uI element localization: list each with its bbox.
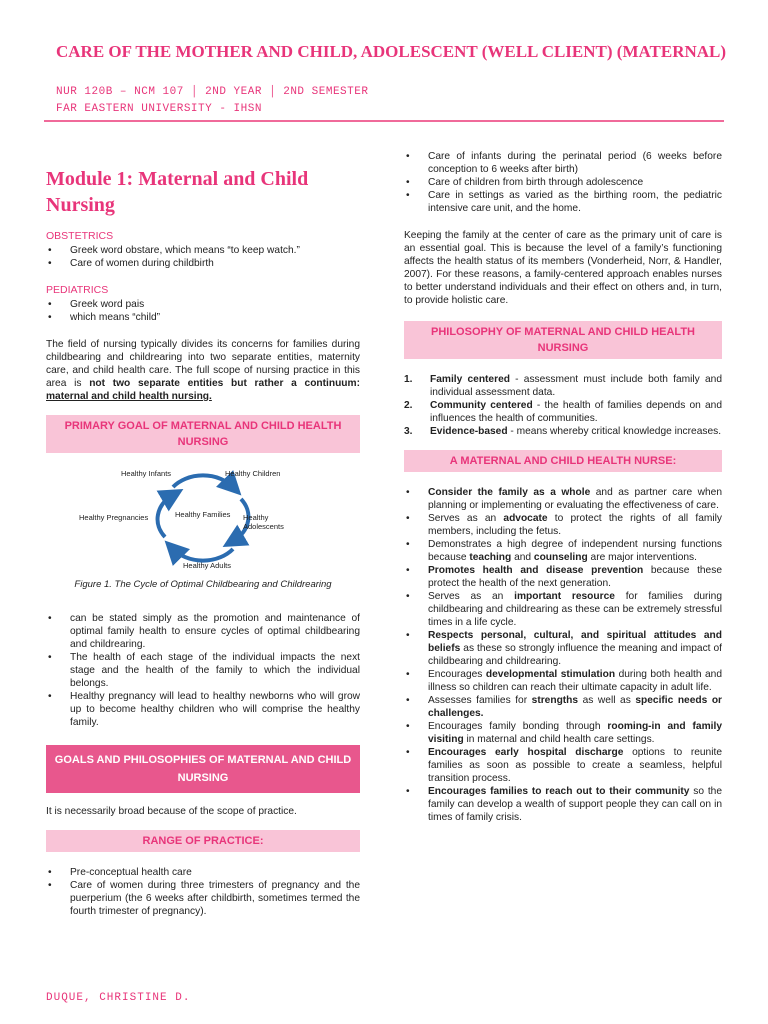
item-bold: Respects personal, cultural, and spiritual attitudes and beliefs (428, 630, 722, 654)
item-desc: - means whereby critical knowledge increases. (507, 426, 722, 437)
footer-author: DUQUE, CHRISTINE D. (46, 992, 191, 1004)
intro-underline: maternal and child health nursing. (46, 391, 212, 402)
item-text: for families during childbearing and childrearing as these can be extremely stressful times in a life cycle. (428, 591, 723, 628)
item-text: and (511, 552, 534, 563)
list-item: • Care in settings as varied as the birthing room, the pediatric intensive care unit, and the home. (404, 189, 722, 215)
item-text: are major interventions. (587, 552, 697, 563)
right-column (404, 150, 722, 824)
list-item (404, 694, 722, 720)
list-item: • can be stated simply as the promotion and maintenance of optimal family health to ensure cycles of optimal childbearing and childrearing. (46, 612, 360, 651)
item-text: Demonstrates a high degree of independent nursing functions because (428, 539, 722, 563)
intro-paragraph (46, 338, 360, 403)
list-item (404, 538, 722, 564)
range-heading: RANGE OF PRACTICE: (46, 830, 360, 852)
obstetrics-label: OBSTETRICS (46, 230, 114, 242)
item-bold: developmental stimulation (485, 669, 616, 680)
item-bold: Consider the family as a whole (428, 487, 591, 498)
list-item: • Greek word obstare, which means “to keep watch.” (46, 244, 360, 257)
pediatrics-label: PEDIATRICS (46, 284, 109, 296)
nurse-list (404, 486, 722, 824)
list-item (404, 486, 722, 512)
item-text: during both health and illness so children can reach their ultimate capacity in adult life. (428, 669, 723, 693)
figure-label-infants: Healthy Infants (121, 469, 172, 478)
item-bold: Encourages early hospital discharge (428, 747, 624, 758)
list-item: • Care of women during childbirth (46, 257, 360, 270)
course-info: NUR 120B – NCM 107 │ 2ND YEAR │ 2ND SEMESTER (56, 86, 369, 98)
item-bold: advocate (503, 513, 548, 524)
document-title: CARE OF THE MOTHER AND CHILD, ADOLESCENT (WELL CLIENT) (MATERNAL) (56, 42, 727, 61)
item-number: 2. (404, 400, 413, 411)
left-column (46, 150, 360, 918)
item-text: in maternal and child health care settings. (463, 734, 655, 745)
item-text: and as partner care when planning or implementing or evaluating the effectiveness of care. (428, 487, 722, 511)
intro-bold: not two separate entities but rather a continuum: (89, 378, 360, 389)
item-term: Family centered (430, 374, 510, 385)
item-term: Community centered (430, 400, 533, 411)
item-bold: strengths (531, 695, 579, 706)
item-bold: Encourages families to reach out to their community (428, 786, 690, 797)
list-item: • The health of each stage of the individual impacts the next stage and the health of the family to which the individual belongs. (46, 651, 360, 690)
list-item: • Care of women during three trimesters of pregnancy and the puerperium (the 6 weeks after childbirth, sometimes termed the fourth trimester of pregnancy). (46, 879, 360, 918)
list-item (404, 785, 722, 824)
intro-text: The field of nursing typically divides its concerns for families during childbearing and childrearing into two separate entities, maternity care, and child health care. The full scope of nursing practice in this area is (46, 339, 360, 389)
item-bold: teaching (469, 552, 512, 563)
pediatrics-list (46, 298, 360, 324)
item-bold: Promotes health and disease prevention (428, 565, 644, 576)
item-text: Serves as an (428, 591, 515, 602)
list-item (404, 373, 722, 399)
header-divider (44, 120, 724, 122)
list-item (404, 590, 722, 629)
list-item: • Healthy pregnancy will lead to healthy newborns who will grow up to become healthy children who will comprise the healthy family. (46, 690, 360, 729)
item-desc: - the health of families depends on and influences the health of communities. (430, 400, 723, 424)
figure-label-adults: Healthy Adults (183, 561, 231, 570)
range-list-continued (404, 150, 722, 215)
list-item (404, 746, 722, 785)
cycle-figure (79, 465, 303, 575)
list-item (404, 564, 722, 590)
item-text: so the family can develop a wealth of support people they can call on in times of family crisis. (428, 786, 722, 823)
item-text: Serves as an (428, 513, 504, 524)
goals-text: It is necessarily broad because of the scope of practice. (46, 806, 297, 817)
list-item (404, 668, 722, 694)
item-text: options to reunite families as soon as possible to create a seamless, helpful transition process. (428, 747, 722, 784)
goals-heading: GOALS AND PHILOSOPHIES OF MATERNAL AND CHILD NURSING (46, 745, 360, 793)
item-bold: rooming-in and family visiting (428, 721, 722, 745)
primary-goal-heading: PRIMARY GOAL OF MATERNAL AND CHILD HEALTH NURSING (46, 415, 360, 453)
list-item (404, 720, 722, 746)
list-item: • Care of children from birth through adolescence (404, 176, 722, 189)
module-title: Module 1: Maternal and Child Nursing (46, 168, 309, 216)
list-item (404, 425, 722, 438)
list-item: • Pre-conceptual health care (46, 866, 360, 879)
nurse-heading: A MATERNAL AND CHILD HEALTH NURSE: (404, 450, 722, 472)
item-text: as these so strongly influence the meaning and impact of childbearing and childrearing. (428, 643, 722, 667)
item-desc: - assessment must include both family and individual assessment data. (430, 374, 722, 398)
figure-label-pregnancies: Healthy Pregnancies (79, 513, 149, 522)
figure-label-children: Healthy Children (225, 469, 281, 478)
family-paragraph: Keeping the family at the center of care as the primary unit of care is an essential goal. This is because the level of a family’s functioning affects the health status of its members (Vonderheid, Norr, & Handler, 2007). For these reasons, a family-centered approach enables nurses to better understand individuals and their effect on others and, in turn, to provide holistic care. (404, 230, 722, 306)
item-text: to protect the rights of all family members, including the fetus. (428, 513, 722, 537)
item-text: Encourages family bonding through (428, 721, 608, 732)
item-text: as well as (578, 695, 636, 706)
philosophy-heading: PHILOSOPHY OF MATERNAL AND CHILD HEALTH NURSING (404, 321, 722, 359)
item-text: Encourages (428, 669, 486, 680)
list-item: • Greek word pais (46, 298, 360, 311)
item-number: 3. (404, 426, 413, 437)
figure-caption: Figure 1. The Cycle of Optimal Childbearing and Childrearing (74, 579, 332, 590)
item-bold: specific needs or challenges. (428, 695, 723, 719)
item-text: because these protect the health of the next generation. (428, 565, 722, 589)
item-text: Assesses families for (428, 695, 532, 706)
item-term: Evidence-based (430, 426, 508, 437)
item-bold: important resource (514, 591, 615, 602)
obstetrics-list (46, 244, 360, 270)
item-number: 1. (404, 374, 413, 385)
range-list (46, 866, 360, 918)
figure-label-adolescents: Healthy Adolescents (243, 513, 284, 531)
item-bold: counseling (533, 552, 588, 563)
philosophy-list (404, 373, 722, 438)
list-item (404, 512, 722, 538)
list-item: • Care of infants during the perinatal period (6 weeks before conception to 6 weeks after birth) (404, 150, 722, 176)
figure-label-families: Healthy Families (175, 510, 231, 519)
list-item: • which means “child” (46, 311, 360, 324)
school-name: FAR EASTERN UNIVERSITY - IHSN (56, 103, 262, 115)
list-item (404, 399, 722, 425)
list-item (404, 629, 722, 668)
goal-list (46, 612, 360, 729)
